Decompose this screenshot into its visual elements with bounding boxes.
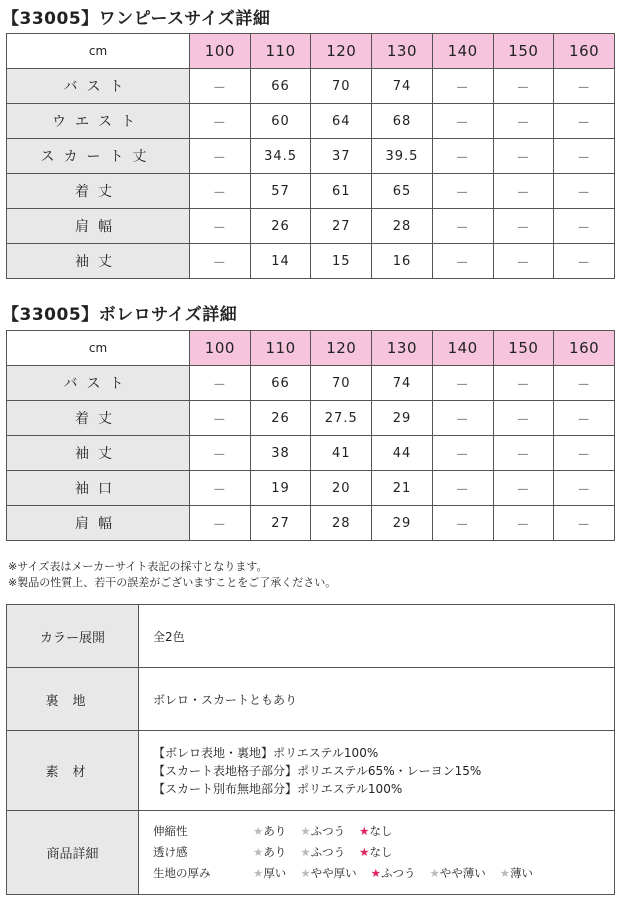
- measure-value: 26: [250, 209, 311, 244]
- notes: [8, 559, 336, 591]
- measure-value: －: [190, 69, 251, 104]
- measure-label: 袖丈: [7, 244, 190, 279]
- star-icon: ★: [253, 866, 264, 880]
- feature-option-label: なし: [369, 824, 393, 838]
- size-header-cell: 140: [432, 34, 493, 69]
- measure-label: 着丈: [7, 174, 190, 209]
- measure-value: 66: [250, 69, 311, 104]
- feature-name: 伸縮性: [153, 824, 188, 838]
- measure-value: －: [493, 471, 554, 506]
- info-row-color: [7, 605, 615, 668]
- feature-option: [253, 863, 286, 884]
- unit-label: cm: [7, 34, 190, 69]
- material-line: 【スカート別布無地部分】ポリエステル100%: [153, 781, 403, 796]
- size-row: [7, 209, 615, 244]
- info-row-material: [7, 731, 615, 811]
- note-line: ※製品の性質上、若干の誤差がございますことをご了承ください。: [8, 576, 337, 589]
- measure-value: －: [432, 471, 493, 506]
- measure-value: 74: [372, 69, 433, 104]
- measure-value: －: [432, 506, 493, 541]
- size-row: [7, 104, 615, 139]
- measure-label: バスト: [7, 69, 190, 104]
- size-header-cell: 100: [190, 331, 251, 366]
- feature-option: [300, 863, 356, 884]
- measure-value: －: [432, 139, 493, 174]
- size-row: [7, 401, 615, 436]
- measure-value: －: [493, 104, 554, 139]
- star-icon: ★: [429, 866, 440, 880]
- size-header-cell: 100: [190, 34, 251, 69]
- size-row: [7, 436, 615, 471]
- size-header-cell: 160: [554, 331, 615, 366]
- material-line: 【ボレロ表地・裏地】ポリエステル100%: [153, 745, 379, 760]
- measure-value: －: [432, 174, 493, 209]
- size-row: [7, 471, 615, 506]
- measure-value: －: [190, 506, 251, 541]
- measure-value: 29: [372, 401, 433, 436]
- measure-value: 15: [311, 244, 372, 279]
- size-header-cell: 150: [493, 331, 554, 366]
- measure-value: －: [190, 366, 251, 401]
- measure-value: －: [554, 104, 615, 139]
- material-value: [139, 731, 615, 811]
- measure-value: 27: [250, 506, 311, 541]
- measure-value: 64: [311, 104, 372, 139]
- measure-value: 68: [372, 104, 433, 139]
- feature-option-label: ふつう: [310, 845, 346, 859]
- feature-option-label: 薄い: [510, 866, 534, 880]
- size-row: [7, 69, 615, 104]
- measure-value: －: [493, 174, 554, 209]
- measure-value: －: [493, 436, 554, 471]
- measure-value: 60: [250, 104, 311, 139]
- feature-option-label: ふつう: [310, 824, 346, 838]
- feature-option: [300, 821, 345, 842]
- feature-row: [153, 821, 614, 842]
- measure-value: －: [493, 366, 554, 401]
- feature-option-label: ふつう: [380, 866, 416, 880]
- star-icon: ★: [300, 824, 311, 838]
- feature-option: [359, 842, 392, 863]
- product-info-table: [6, 604, 615, 895]
- feature-option-label: やや厚い: [310, 866, 357, 880]
- star-icon: ★: [359, 845, 370, 859]
- feature-option: [253, 821, 286, 842]
- measure-label: ウエスト: [7, 104, 190, 139]
- measure-value: －: [432, 366, 493, 401]
- measure-value: －: [190, 209, 251, 244]
- star-icon: ★: [370, 866, 381, 880]
- measure-value: 34.5: [250, 139, 311, 174]
- measure-value: －: [432, 209, 493, 244]
- star-icon: ★: [300, 866, 311, 880]
- color-value: 全2色: [139, 605, 615, 668]
- feature-option: [300, 842, 345, 863]
- measure-label: 着丈: [7, 401, 190, 436]
- star-icon: ★: [499, 866, 511, 880]
- measure-value: －: [554, 471, 615, 506]
- feature-option: [359, 821, 392, 842]
- size-header-cell: 140: [432, 331, 493, 366]
- measure-value: 41: [311, 436, 372, 471]
- measure-value: 27.5: [311, 401, 372, 436]
- measure-label: スカート丈: [7, 139, 190, 174]
- measure-value: －: [554, 366, 615, 401]
- size-header-cell: 150: [493, 34, 554, 69]
- measure-value: －: [493, 244, 554, 279]
- measure-value: 28: [372, 209, 433, 244]
- size-row: [7, 174, 615, 209]
- info-row-lining: [7, 668, 615, 731]
- size-row: [7, 244, 615, 279]
- feature-option-label: なし: [369, 845, 393, 859]
- size-row: [7, 366, 615, 401]
- measure-value: 37: [311, 139, 372, 174]
- measure-value: －: [190, 139, 251, 174]
- measure-value: －: [493, 209, 554, 244]
- measure-value: －: [432, 244, 493, 279]
- measure-value: 28: [311, 506, 372, 541]
- measure-value: －: [493, 69, 554, 104]
- feature-option-label: やや薄い: [439, 866, 486, 880]
- measure-value: －: [190, 401, 251, 436]
- measure-value: 65: [372, 174, 433, 209]
- measure-value: －: [554, 436, 615, 471]
- measure-value: －: [493, 506, 554, 541]
- feature-name: 生地の厚み: [153, 866, 211, 880]
- measure-value: 70: [311, 69, 372, 104]
- star-icon: ★: [253, 824, 264, 838]
- measure-value: 74: [372, 366, 433, 401]
- measure-value: －: [190, 174, 251, 209]
- details-label: 商品詳細: [7, 811, 139, 895]
- measure-value: 19: [250, 471, 311, 506]
- measure-value: 61: [311, 174, 372, 209]
- measure-value: －: [432, 401, 493, 436]
- measure-value: －: [432, 104, 493, 139]
- size-header-cell: 130: [372, 331, 433, 366]
- measure-value: －: [554, 244, 615, 279]
- star-icon: ★: [300, 845, 311, 859]
- measure-value: 27: [311, 209, 372, 244]
- star-icon: ★: [359, 824, 370, 838]
- size-header-cell: 110: [250, 331, 311, 366]
- bolero-size-table: [6, 330, 615, 541]
- star-icon: ★: [253, 845, 264, 859]
- feature-option: [429, 863, 485, 884]
- feature-option: [500, 863, 533, 884]
- measure-label: 袖口: [7, 471, 190, 506]
- one-piece-size-title: 【33005】ワンピースサイズ詳細: [2, 9, 271, 29]
- feature-row: [153, 863, 614, 884]
- measure-value: 66: [250, 366, 311, 401]
- measure-value: －: [190, 436, 251, 471]
- measure-value: －: [190, 244, 251, 279]
- note-line: ※サイズ表はメーカーサイト表記の採寸となります。: [8, 560, 268, 573]
- measure-value: 26: [250, 401, 311, 436]
- feature-row: [153, 842, 614, 863]
- measure-value: －: [432, 69, 493, 104]
- size-header-cell: 110: [250, 34, 311, 69]
- measure-value: 38: [250, 436, 311, 471]
- measure-label: 肩幅: [7, 506, 190, 541]
- measure-value: －: [190, 104, 251, 139]
- measure-value: －: [190, 471, 251, 506]
- measure-value: 57: [250, 174, 311, 209]
- size-row: [7, 139, 615, 174]
- size-header-cell: 160: [554, 34, 615, 69]
- measure-value: 39.5: [372, 139, 433, 174]
- measure-value: 29: [372, 506, 433, 541]
- measure-value: －: [554, 174, 615, 209]
- feature-option: [253, 842, 286, 863]
- feature-option-label: あり: [263, 845, 287, 859]
- measure-value: －: [493, 139, 554, 174]
- size-header-row: [7, 331, 615, 366]
- size-header-cell: 120: [311, 34, 372, 69]
- info-row-details: [7, 811, 615, 895]
- lining-value: ボレロ・スカートともあり: [139, 668, 615, 731]
- color-label: カラー展開: [7, 605, 139, 668]
- measure-value: 16: [372, 244, 433, 279]
- material-label: 素材: [7, 731, 139, 811]
- measure-value: －: [432, 436, 493, 471]
- measure-label: 袖丈: [7, 436, 190, 471]
- measure-value: 14: [250, 244, 311, 279]
- bolero-size-title: 【33005】ボレロサイズ詳細: [2, 305, 238, 325]
- measure-value: －: [554, 209, 615, 244]
- unit-label: cm: [7, 331, 190, 366]
- measure-value: －: [493, 401, 554, 436]
- feature-name: 透け感: [153, 845, 188, 859]
- feature-option: [371, 863, 416, 884]
- measure-value: 20: [311, 471, 372, 506]
- measure-value: －: [554, 506, 615, 541]
- feature-option-label: あり: [263, 824, 287, 838]
- size-header-cell: 120: [311, 331, 372, 366]
- measure-label: 肩幅: [7, 209, 190, 244]
- size-header-row: [7, 34, 615, 69]
- feature-option-label: 厚い: [263, 866, 287, 880]
- details-value: [139, 811, 615, 895]
- measure-value: 44: [372, 436, 433, 471]
- material-line: 【スカート表地格子部分】ポリエステル65%・レーヨン15%: [153, 763, 482, 778]
- size-header-cell: 130: [372, 34, 433, 69]
- lining-label: 裏地: [7, 668, 139, 731]
- measure-value: 70: [311, 366, 372, 401]
- measure-value: －: [554, 401, 615, 436]
- measure-value: －: [554, 69, 615, 104]
- measure-value: 21: [372, 471, 433, 506]
- one-piece-size-table: [6, 33, 615, 279]
- measure-value: －: [554, 139, 615, 174]
- size-row: [7, 506, 615, 541]
- measure-label: バスト: [7, 366, 190, 401]
